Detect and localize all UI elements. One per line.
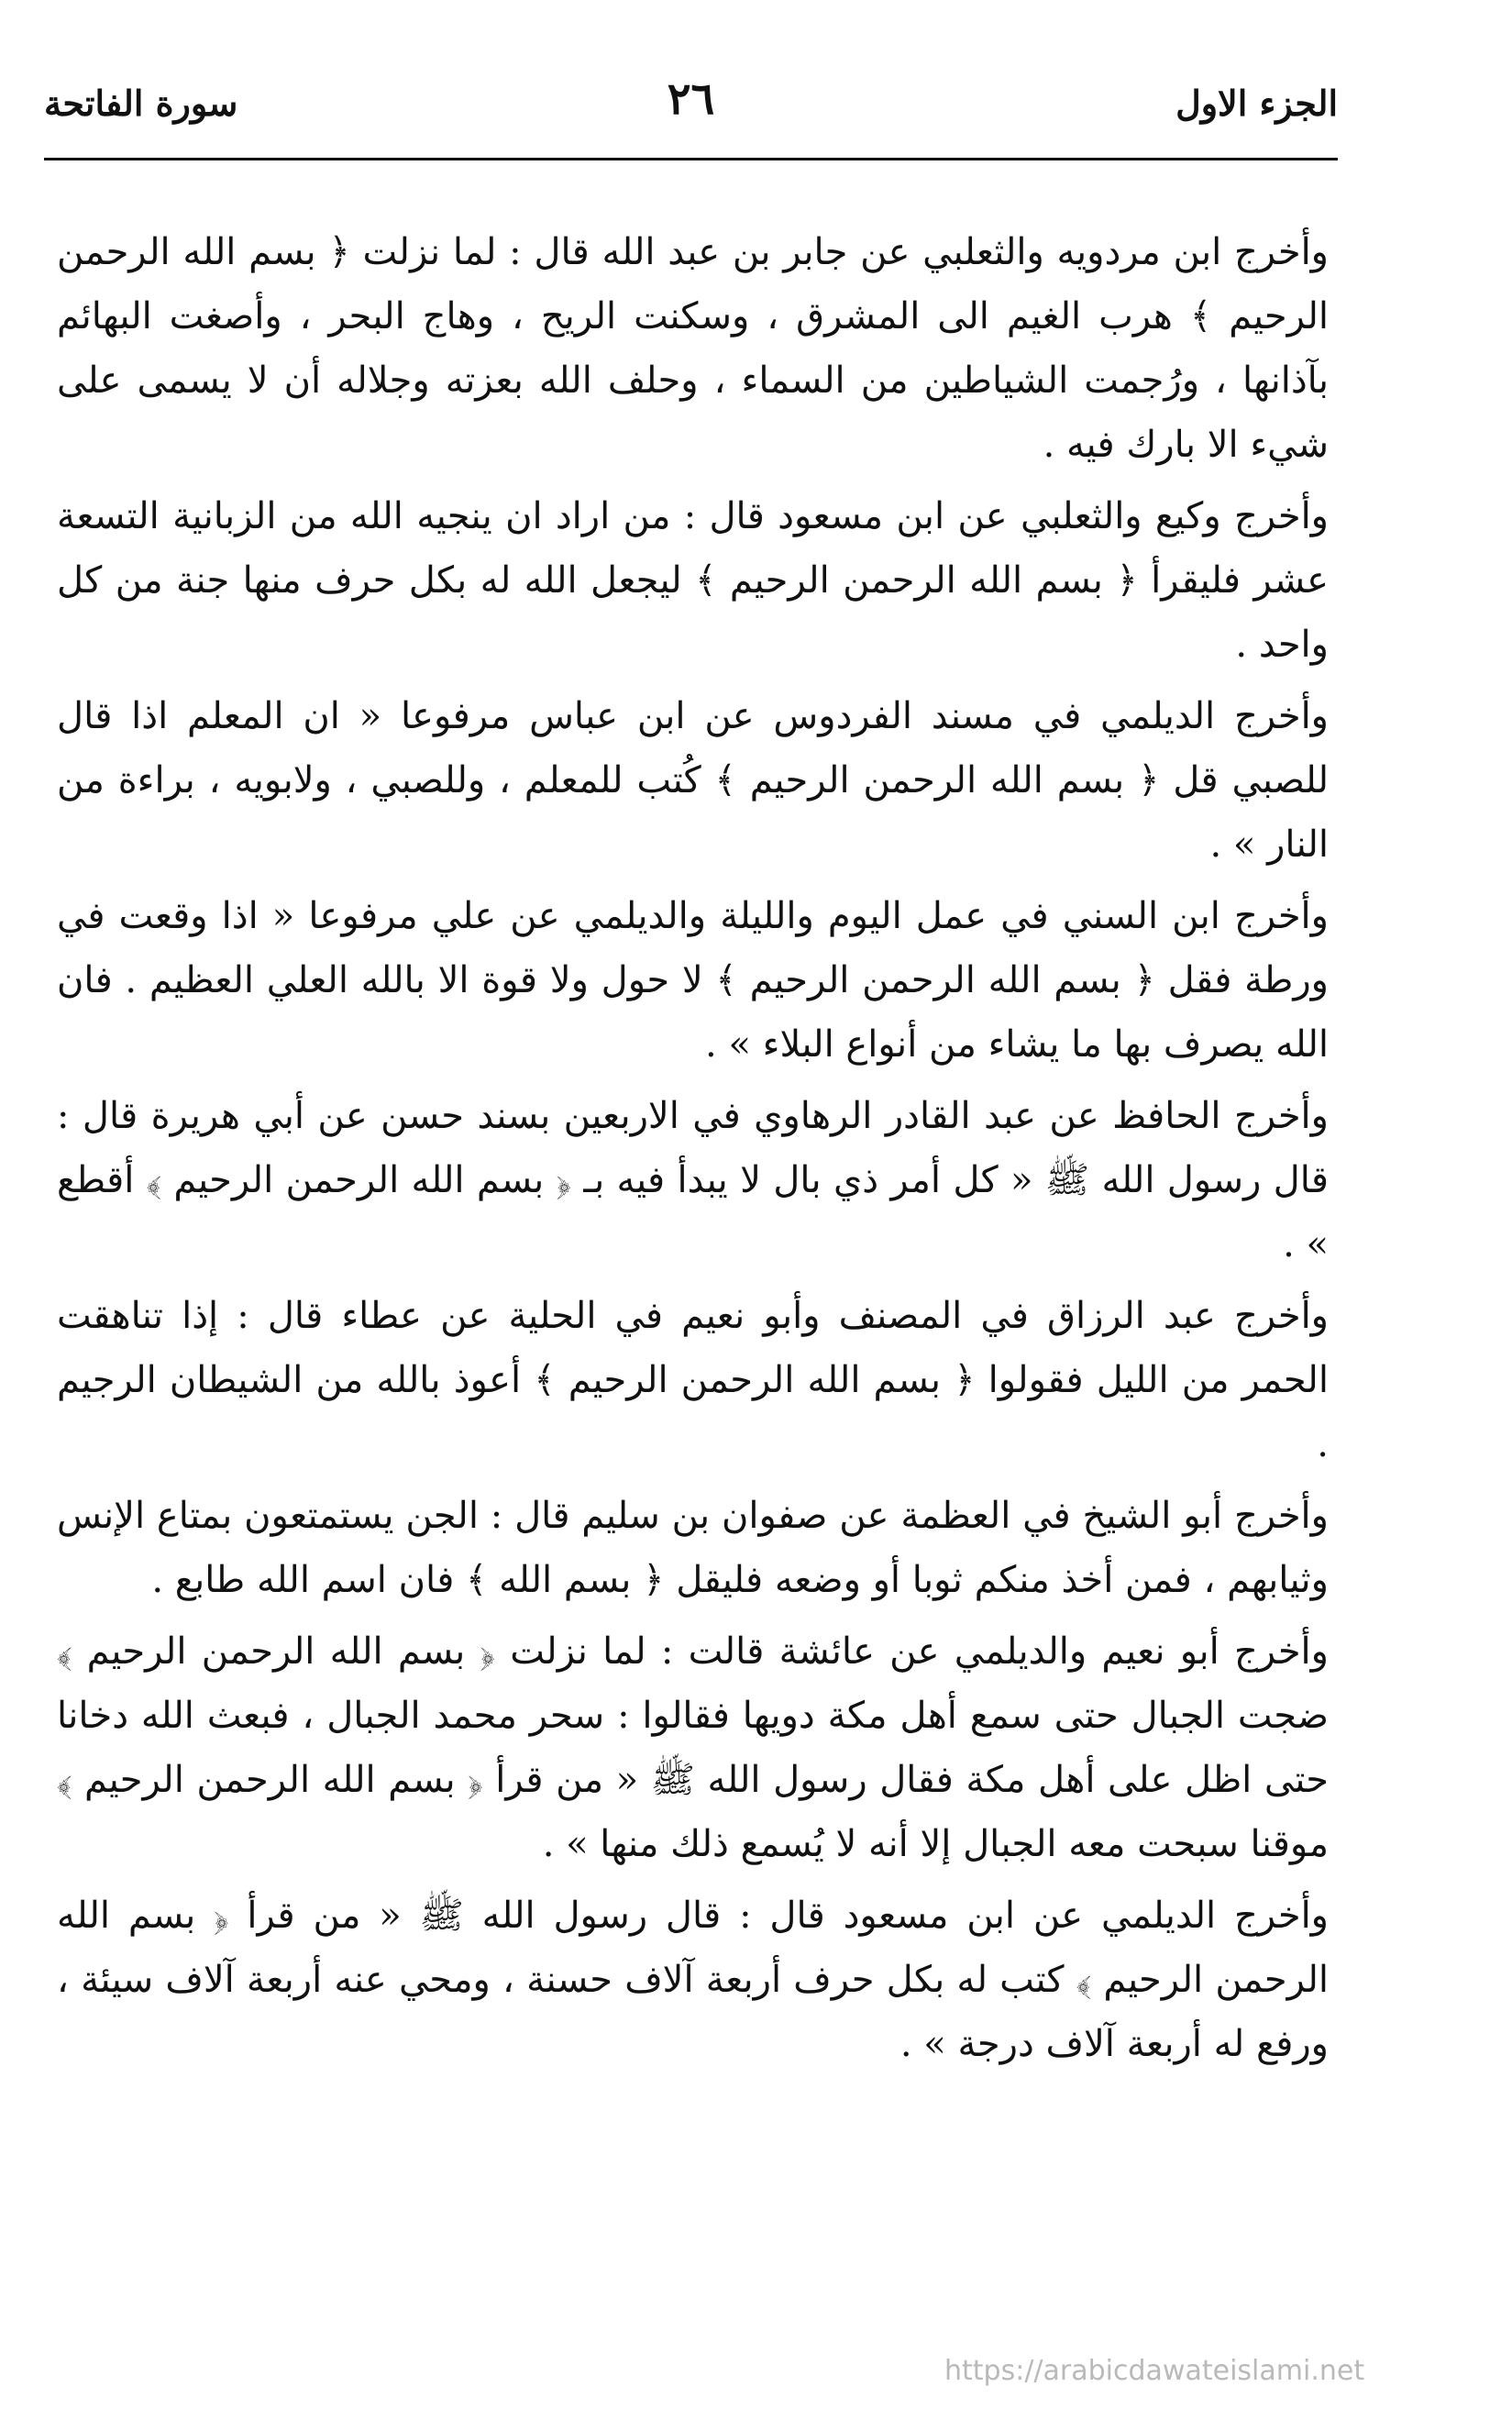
paragraph: وأخرج أبو نعيم والديلمي عن عائشة قالت : لما نزلت ﴿ بسم الله الرحمن الرحيم ﴾ ضجت الجبال حتى سمع أهل مكة دويها فقالوا : سحر محمد الجبال ، فبعث الله دخانا حتى اظل على أهل مكة فقال رسول الله ﷺ « من قرأ ﴿ بسم الله الرحمن الرحيم ﴾ موقنا سبحت معه الجبال إلا أنه لا يُسمع ذلك منها » .	[57, 1630, 1329, 1865]
paragraph: وأخرج الديلمي في مسند الفردوس عن ابن عباس مرفوعا « ان المعلم اذا قال للصبي قل ﴿ بسم الله الرحمن الرحيم ﴾ كُتب للمعلم ، وللصبي ، ولابويه ، براءة من النار » .	[57, 695, 1329, 866]
page-number: ٢٦	[667, 73, 715, 125]
header-divider	[44, 158, 1338, 160]
paragraph: وأخرج الحافظ عن عبد القادر الرهاوي في الاربعين بسند حسن عن أبي هريرة قال : قال رسول الله ﷺ « كل أمر ذي بال لا يبدأ فيه بـ ﴿ بسم الله الرحمن الرحيم ﴾ أقطع » .	[57, 1095, 1330, 1265]
surah-title: سورة الفاتحة	[44, 83, 238, 124]
watermark-url: https://arabicdawateislami.net	[944, 2355, 1365, 2387]
paragraph: وأخرج عبد الرزاق في المصنف وأبو نعيم في الحلية عن عطاء قال : إذا تناهقت الحمر من الليل فقولوا ﴿ بسم الله الرحمن الرحيم ﴾ أعوذ بالله من الشيطان الرجيم .	[57, 1295, 1330, 1465]
paragraph: وأخرج الديلمي عن ابن مسعود قال : قال رسول الله ﷺ « من قرأ ﴿ بسم الله الرحمن الرحيم ﴾ كتب له بكل حرف أربعة آلاف حسنة ، ومحي عنه أربعة آلاف سيئة ، ورفع له أربعة آلاف درجة » .	[57, 1895, 1329, 2065]
page-header	[44, 73, 1338, 147]
paragraph: وأخرج ابن مردويه والثعلبي عن جابر بن عبد الله قال : لما نزلت ﴿ بسم الله الرحمن الرحيم ﴾ هرب الغيم الى المشرق ، وسكنت الريح ، وهاج البحر ، وأصغت البهائم بآذانها ، ورُجمت الشياطين من السماء ، وحلف الله بعزته وجلاله أن لا يسمى على شيء الا بارك فيه .	[57, 231, 1329, 466]
paragraph: وأخرج وكيع والثعلبي عن ابن مسعود قال : من اراد ان ينجيه الله من الزبانية التسعة عشر فليقرأ ﴿ بسم الله الرحمن الرحيم ﴾ ليجعل الله له بكل حرف منها جنة من كل واحد .	[57, 495, 1330, 666]
paragraph: وأخرج أبو الشيخ في العظمة عن صفوان بن سليم قال : الجن يستمتعون بمتاع الإنس وثيابهم ، فمن أخذ منكم ثوبا أو وضعه فليقل ﴿ بسم الله ﴾ فان اسم الله طابع .	[57, 1495, 1329, 1601]
part-title: الجزء الاول	[1175, 83, 1338, 124]
paragraph: وأخرج ابن السني في عمل اليوم والليلة والديلمي عن علي مرفوعا « اذا وقعت في ورطة فقل ﴿ بسم الله الرحمن الرحيم ﴾ لا حول ولا قوة الا بالله العلي العظيم . فان الله يصرف بها ما يشاء من أنواع البلاء » .	[57, 895, 1329, 1066]
main-text	[57, 220, 1329, 2083]
